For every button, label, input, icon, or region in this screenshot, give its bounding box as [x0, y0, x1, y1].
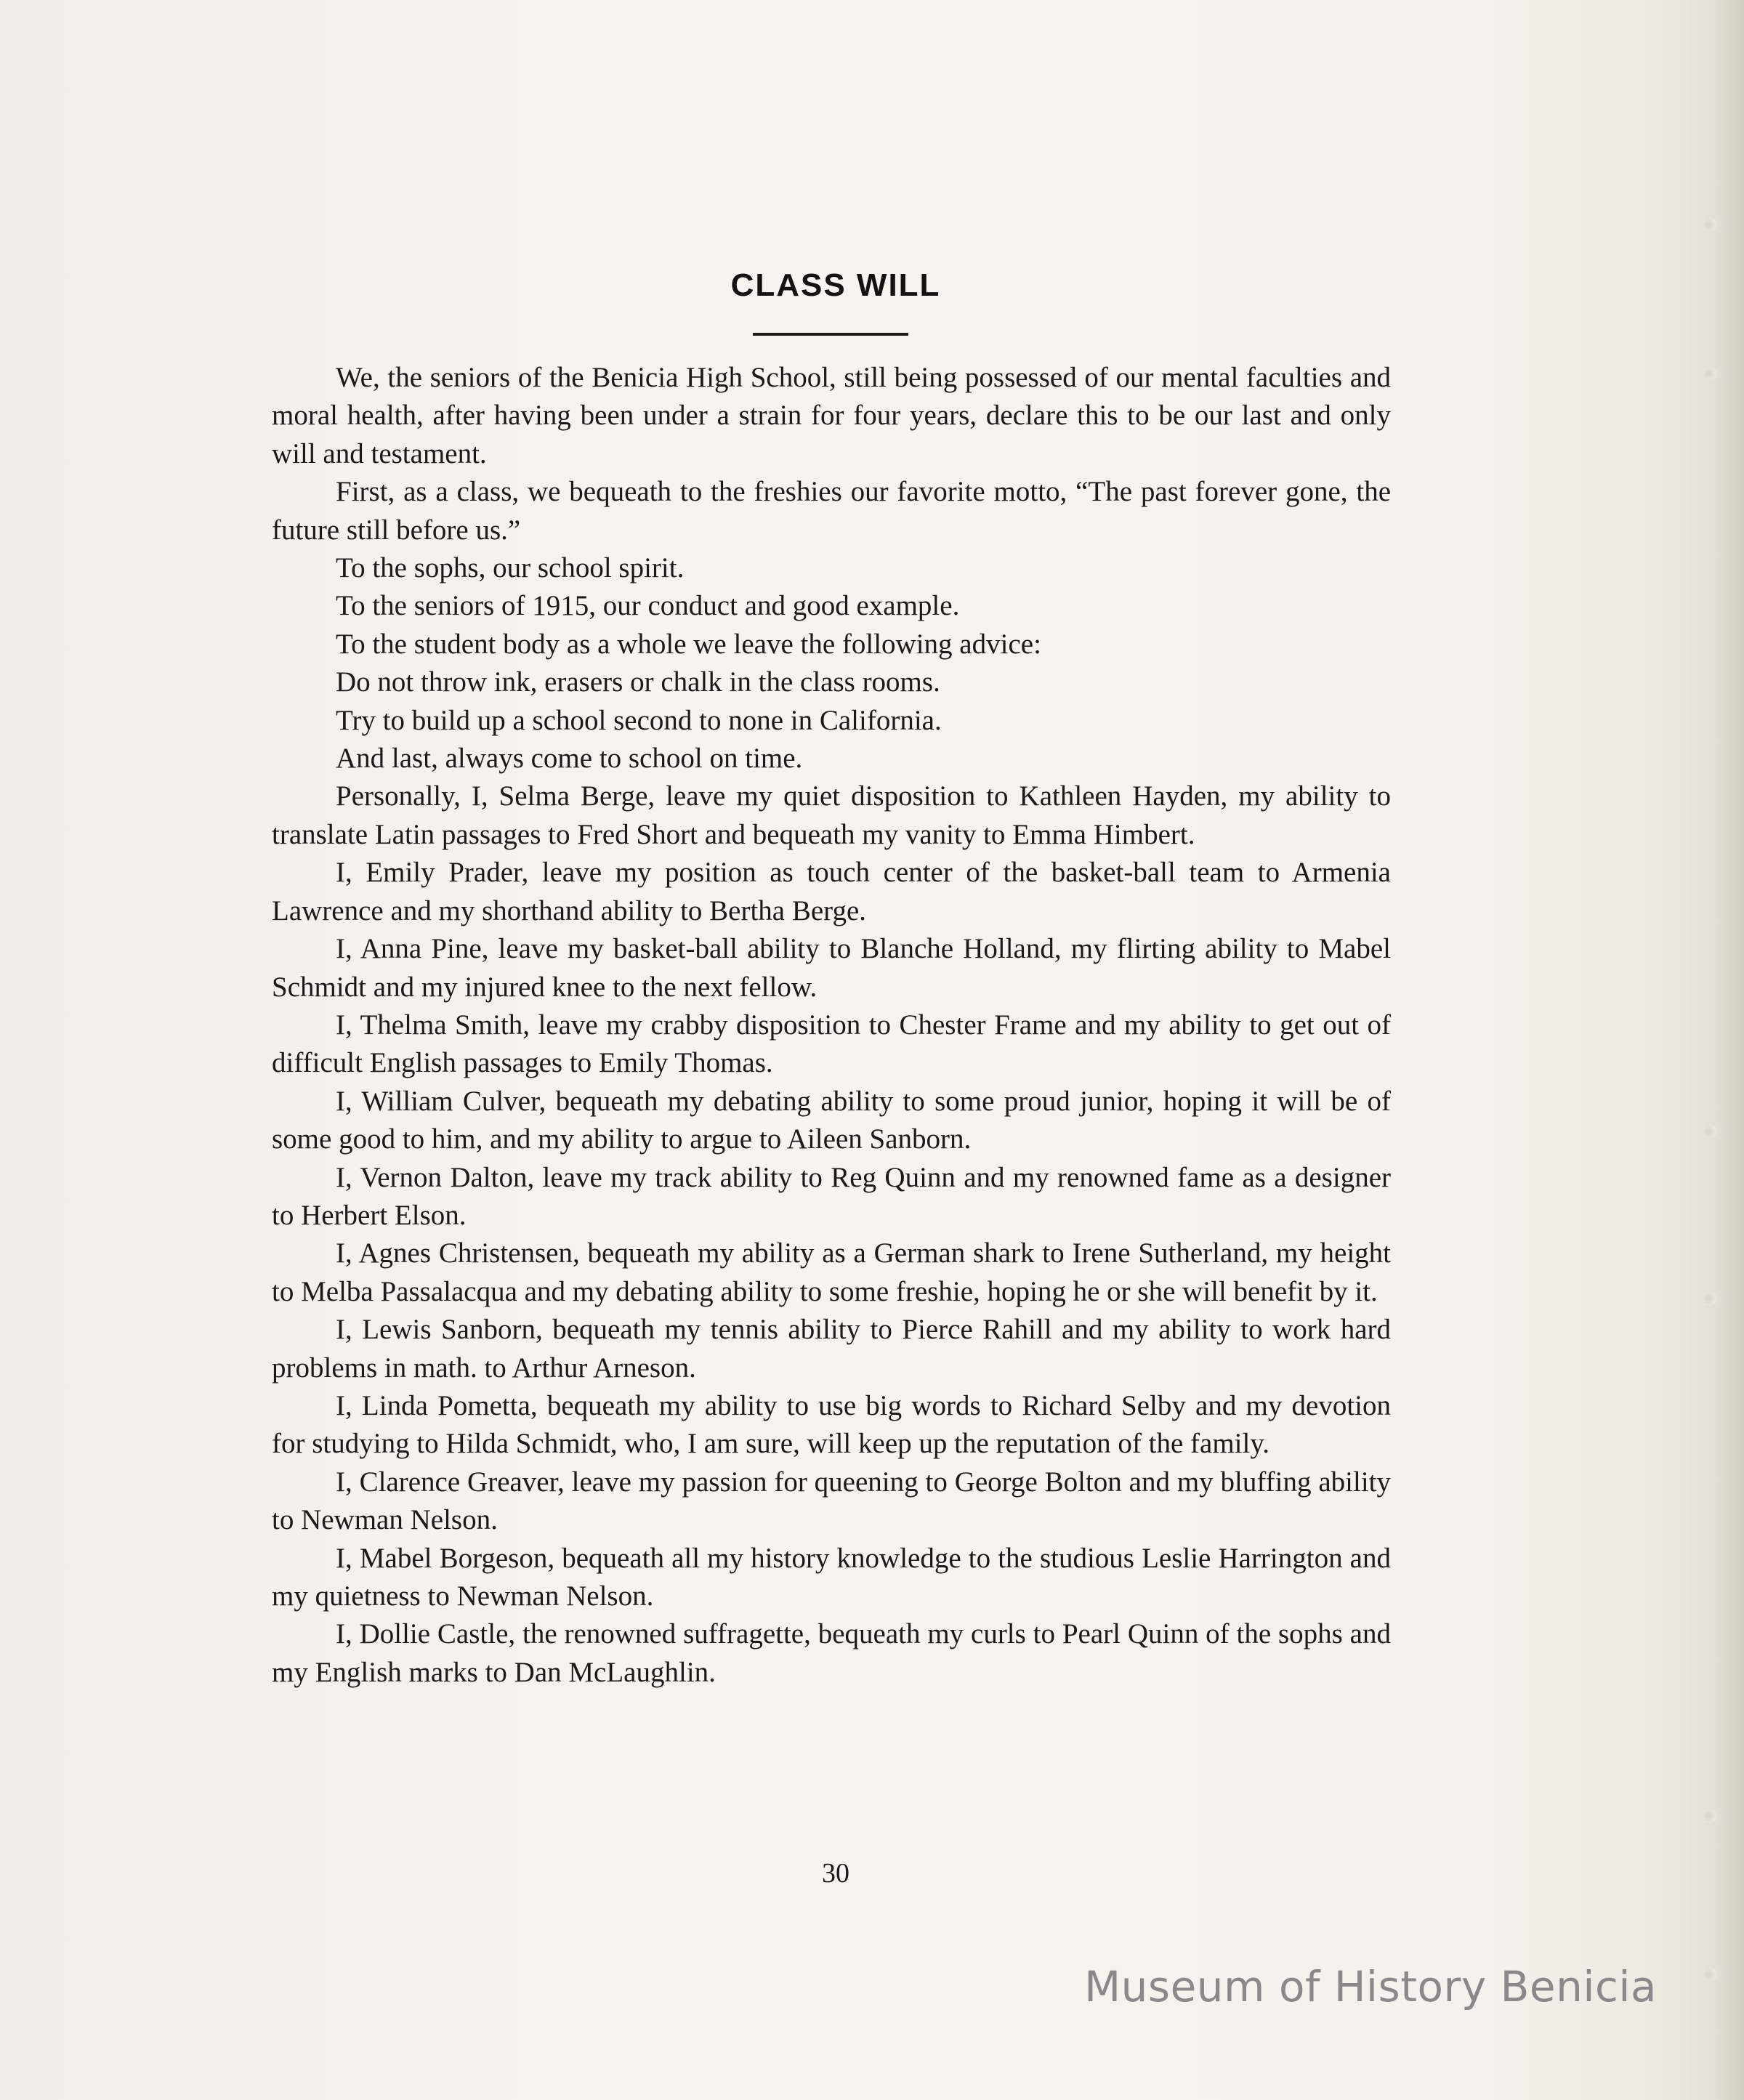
document-body [272, 359, 1391, 1692]
paragraph: I, Emily Prader, leave my position as touch center of the basket-ball team to Armenia Lawrence and my shorthand ability to Bertha Berge. [272, 857, 1391, 926]
paragraph: I, Clarence Greaver, leave my passion for queening to George Bolton and my bluffing ability to Newman Nelson. [272, 1466, 1391, 1536]
page-edge-shadow [1715, 0, 1744, 2100]
paragraph: I, Mabel Borgeson, bequeath all my history knowledge to the studious Leslie Harrington and my quietness to Newman Nelson. [272, 1542, 1391, 1612]
title-underline [753, 333, 908, 336]
binding-hole [1699, 1292, 1718, 1305]
binding-hole [1699, 1125, 1718, 1138]
paragraph: To the seniors of 1915, our conduct and good example. [336, 590, 960, 622]
binding-hole [1699, 367, 1718, 380]
paragraph: To the student body as a whole we leave the following advice: [336, 628, 1041, 660]
paragraph: I, Vernon Dalton, leave my track ability to Reg Quinn and my renowned fame as a designer to Herbert Elson. [272, 1161, 1391, 1231]
paragraph: I, Linda Pometta, bequeath my ability to use big words to Richard Selby and my devotion for studying to Hilda Schmidt, who, I am sure, will keep up the reputation of the family. [272, 1389, 1391, 1460]
page-number: 30 [822, 1858, 849, 1889]
paragraph: I, Anna Pine, leave my basket-ball ability to Blanche Holland, my flirting ability to Mabel Schmidt and my injured knee to the next fellow. [272, 933, 1391, 1003]
paragraph: Try to build up a school second to none in California. [336, 704, 942, 736]
paragraph: Personally, I, Selma Berge, leave my quiet disposition to Kathleen Hayden, my ability to translate Latin passages to Fred Short and bequeath my vanity to Emma Himbert. [272, 780, 1391, 850]
paragraph: I, Dollie Castle, the renowned suffragette, bequeath my curls to Pearl Quinn of the sophs and my English marks to Dan McLaughlin. [272, 1618, 1391, 1688]
binding-hole [1699, 1809, 1718, 1822]
binding-hole [1699, 218, 1718, 231]
binding-hole [1699, 1968, 1718, 1981]
paragraph: I, William Culver, bequeath my debating ability to some proud junior, hoping it will be of some good to him, and my ability to argue to Aileen Sanborn. [272, 1085, 1391, 1155]
museum-watermark: Museum of History Benicia [1084, 1962, 1657, 2011]
page-title: CLASS WILL [730, 267, 941, 303]
paragraph: I, Lewis Sanborn, bequeath my tennis ability to Pierce Rahill and my ability to work hard problems in math. to Arthur Arneson. [272, 1314, 1391, 1384]
paragraph: First, as a class, we bequeath to the freshies our favorite motto, “The past forever gone, the future still before us.” [272, 476, 1391, 546]
paragraph: I, Thelma Smith, leave my crabby disposition to Chester Frame and my ability to get out of difficult English passages to Emily Thomas. [272, 1009, 1391, 1079]
paragraph: Do not throw ink, erasers or chalk in the class rooms. [336, 666, 940, 698]
paragraph: We, the seniors of the Benicia High School, still being possessed of our mental faculties and moral health, after having been under a strain for four years, declare this to be our last and only will and testament. [272, 362, 1391, 469]
paragraph: And last, always come to school on time. [336, 743, 803, 775]
paragraph: I, Agnes Christensen, bequeath my ability as a German shark to Irene Sutherland, my height to Melba Passalacqua and my debating ability to some freshie, hoping he or she will benefit by it. [272, 1237, 1391, 1307]
paragraph: To the sophs, our school spirit. [336, 552, 685, 584]
